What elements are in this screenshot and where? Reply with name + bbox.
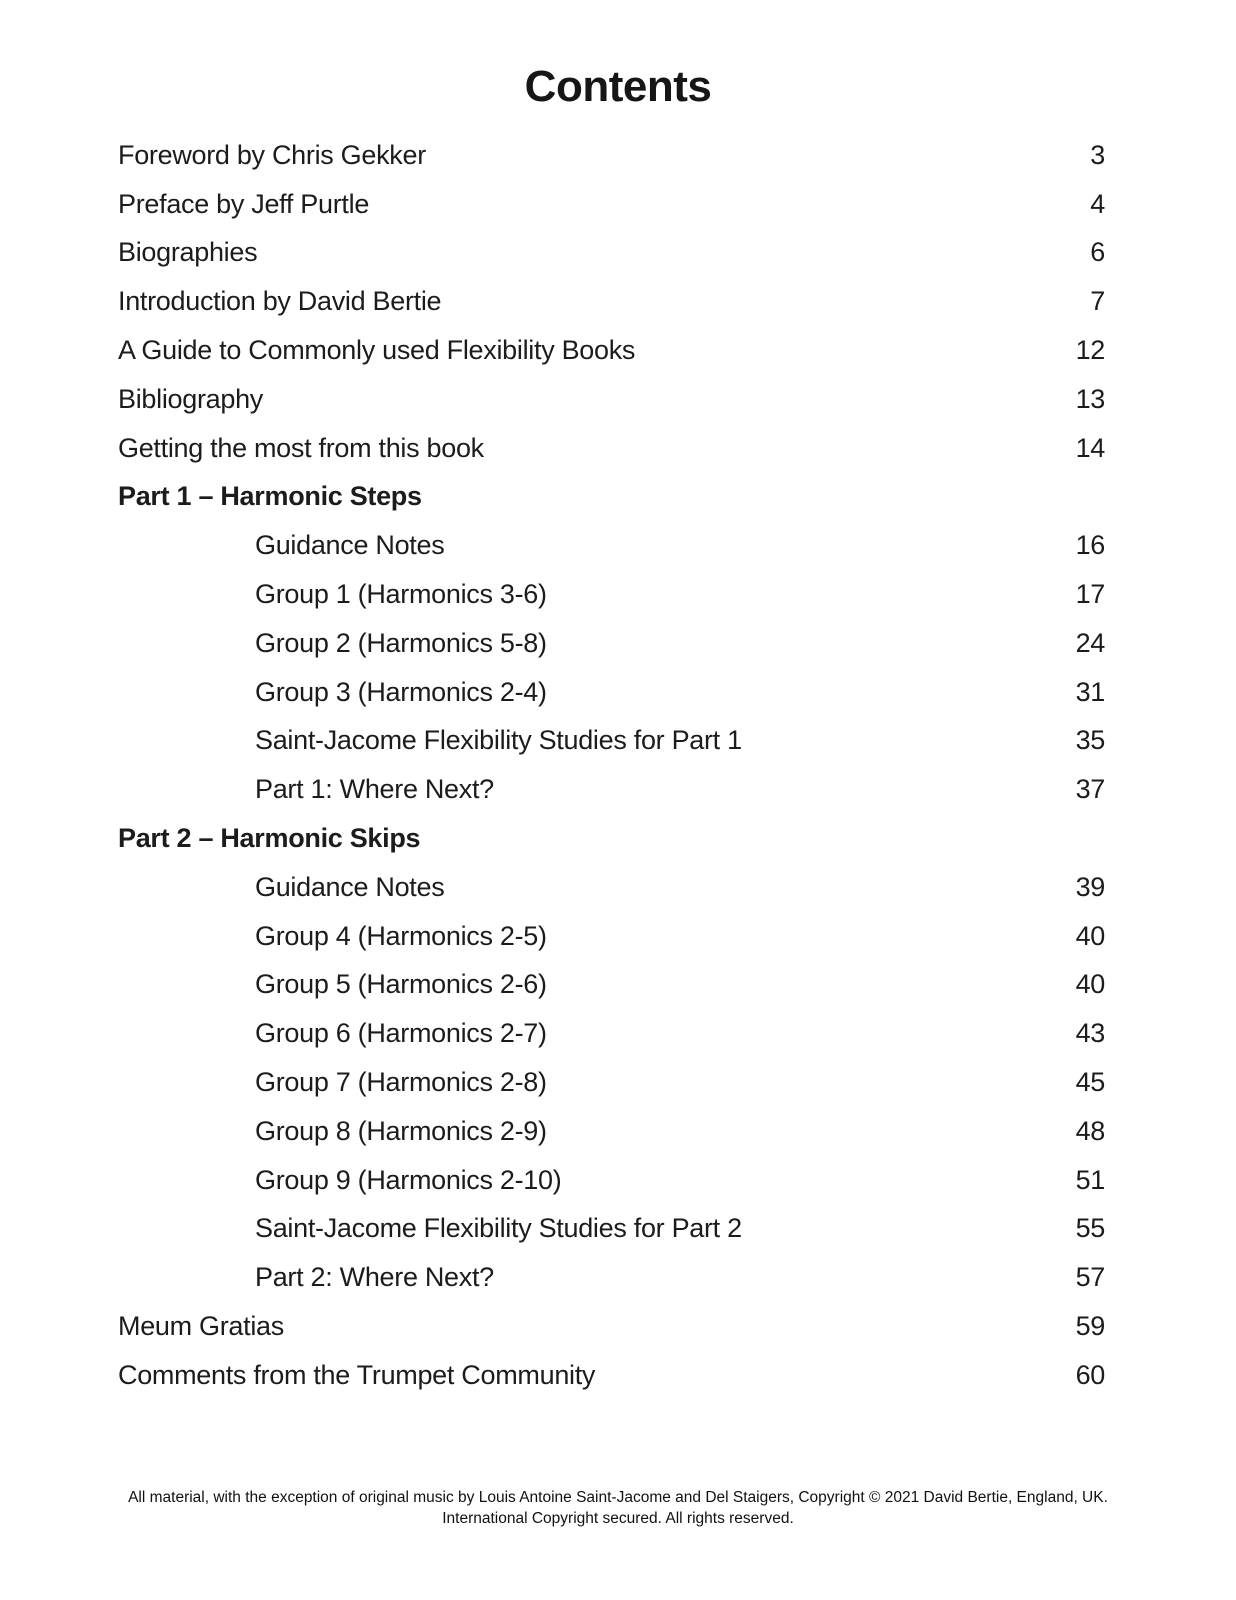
toc-entry-label: Bibliography bbox=[118, 383, 263, 414]
toc-entry-page-number: 12 bbox=[1075, 335, 1105, 366]
toc-entry bbox=[118, 1205, 1105, 1254]
toc-entry-label: Introduction by David Bertie bbox=[118, 286, 442, 317]
toc-entry-label: Comments from the Trumpet Community bbox=[118, 1359, 596, 1390]
page-title: Contents bbox=[524, 62, 712, 111]
toc-entry bbox=[118, 131, 1105, 180]
toc-entry-label: Part 2 – Harmonic Skips bbox=[118, 823, 421, 854]
toc-entry-label: Group 4 (Harmonics 2-5) bbox=[255, 920, 547, 951]
toc-entry-page-number: 48 bbox=[1075, 1115, 1105, 1146]
toc-entry-label: Group 5 (Harmonics 2-6) bbox=[255, 969, 547, 1000]
toc-entry bbox=[118, 1156, 1105, 1205]
toc-entry-label: Group 6 (Harmonics 2-7) bbox=[255, 1018, 547, 1049]
toc-entry bbox=[118, 326, 1105, 375]
toc-entry-page-number: 31 bbox=[1075, 676, 1105, 707]
toc-entry-label: Meum Gratias bbox=[118, 1311, 284, 1342]
toc-entry-page-number: 24 bbox=[1075, 627, 1105, 658]
toc-entry-label: Saint-Jacome Flexibility Studies for Part 1 bbox=[255, 725, 742, 756]
toc-entry-page-number: 3 bbox=[1090, 139, 1105, 170]
toc-entry bbox=[118, 912, 1105, 961]
toc-entry-page-number: 55 bbox=[1075, 1213, 1105, 1244]
toc-entry-page-number: 40 bbox=[1075, 920, 1105, 951]
toc-entry-label: A Guide to Commonly used Flexibility Books bbox=[118, 335, 636, 366]
toc-entry-label: Guidance Notes bbox=[255, 871, 445, 902]
toc-entry-label: Group 1 (Harmonics 3-6) bbox=[255, 579, 547, 610]
toc-part-heading bbox=[118, 814, 1105, 863]
toc-entry-page-number: 6 bbox=[1090, 237, 1105, 268]
toc-entry bbox=[118, 1302, 1105, 1351]
toc-entry-page-number: 17 bbox=[1075, 579, 1105, 610]
toc-entry-label: Foreword by Chris Gekker bbox=[118, 139, 426, 170]
toc-entry-label: Group 2 (Harmonics 5-8) bbox=[255, 627, 547, 658]
toc-entry-page-number: 35 bbox=[1075, 725, 1105, 756]
toc-entry-page-number: 14 bbox=[1075, 432, 1105, 463]
toc-entry-label: Saint-Jacome Flexibility Studies for Part 2 bbox=[255, 1213, 742, 1244]
toc-entry-label: Getting the most from this book bbox=[118, 432, 484, 463]
toc-entry-page-number: 16 bbox=[1075, 530, 1105, 561]
copyright-footer bbox=[0, 1487, 1236, 1529]
toc-entry bbox=[118, 277, 1105, 326]
toc-entry bbox=[118, 1253, 1105, 1302]
toc-entry-page-number: 43 bbox=[1075, 1018, 1105, 1049]
toc-list bbox=[118, 131, 1105, 1400]
toc-entry-label: Group 7 (Harmonics 2-8) bbox=[255, 1067, 547, 1098]
toc-entry-page-number: 59 bbox=[1075, 1311, 1105, 1342]
toc-entry bbox=[118, 668, 1105, 717]
toc-entry-label: Group 9 (Harmonics 2-10) bbox=[255, 1164, 562, 1195]
toc-entry bbox=[118, 424, 1105, 473]
toc-entry-page-number: 45 bbox=[1075, 1067, 1105, 1098]
toc-entry bbox=[118, 229, 1105, 278]
toc-entry-label: Group 3 (Harmonics 2-4) bbox=[255, 676, 547, 707]
toc-entry-label: Part 1 – Harmonic Steps bbox=[118, 481, 422, 512]
toc-entry-label: Part 1: Where Next? bbox=[255, 774, 494, 805]
toc-entry bbox=[118, 375, 1105, 424]
toc-entry-page-number: 57 bbox=[1075, 1262, 1105, 1293]
toc-entry-label: Group 8 (Harmonics 2-9) bbox=[255, 1115, 547, 1146]
toc-entry bbox=[118, 717, 1105, 766]
toc-entry bbox=[118, 1058, 1105, 1107]
toc-entry bbox=[118, 765, 1105, 814]
toc-entry-label: Part 2: Where Next? bbox=[255, 1262, 494, 1293]
toc-entry-page-number: 40 bbox=[1075, 969, 1105, 1000]
toc-entry-label: Biographies bbox=[118, 237, 258, 268]
toc-entry bbox=[118, 570, 1105, 619]
toc-entry-page-number: 7 bbox=[1090, 286, 1105, 317]
toc-entry bbox=[118, 863, 1105, 912]
toc-entry bbox=[118, 180, 1105, 229]
toc-part-heading bbox=[118, 473, 1105, 522]
toc-entry-label: Preface by Jeff Purtle bbox=[118, 188, 370, 219]
toc-entry bbox=[118, 1107, 1105, 1156]
toc-entry-label: Guidance Notes bbox=[255, 530, 445, 561]
toc-entry bbox=[118, 1351, 1105, 1400]
toc-entry bbox=[118, 521, 1105, 570]
copyright-line-2: International Copyright secured. All rights reserved. bbox=[442, 1510, 794, 1527]
toc-entry-page-number: 37 bbox=[1075, 774, 1105, 805]
toc-entry bbox=[118, 619, 1105, 668]
copyright-line-1: All material, with the exception of original music by Louis Antoine Saint-Jacome and Del Staigers, Copyright © 2021 David Bertie, England, UK. bbox=[128, 1489, 1108, 1506]
toc-entry-page-number: 13 bbox=[1075, 383, 1105, 414]
toc-entry-page-number: 51 bbox=[1075, 1164, 1105, 1195]
toc-entry bbox=[118, 1009, 1105, 1058]
toc-entry-page-number: 39 bbox=[1075, 871, 1105, 902]
toc-entry bbox=[118, 961, 1105, 1010]
toc-entry-page-number: 4 bbox=[1090, 188, 1105, 219]
toc-entry-page-number: 60 bbox=[1075, 1359, 1105, 1390]
